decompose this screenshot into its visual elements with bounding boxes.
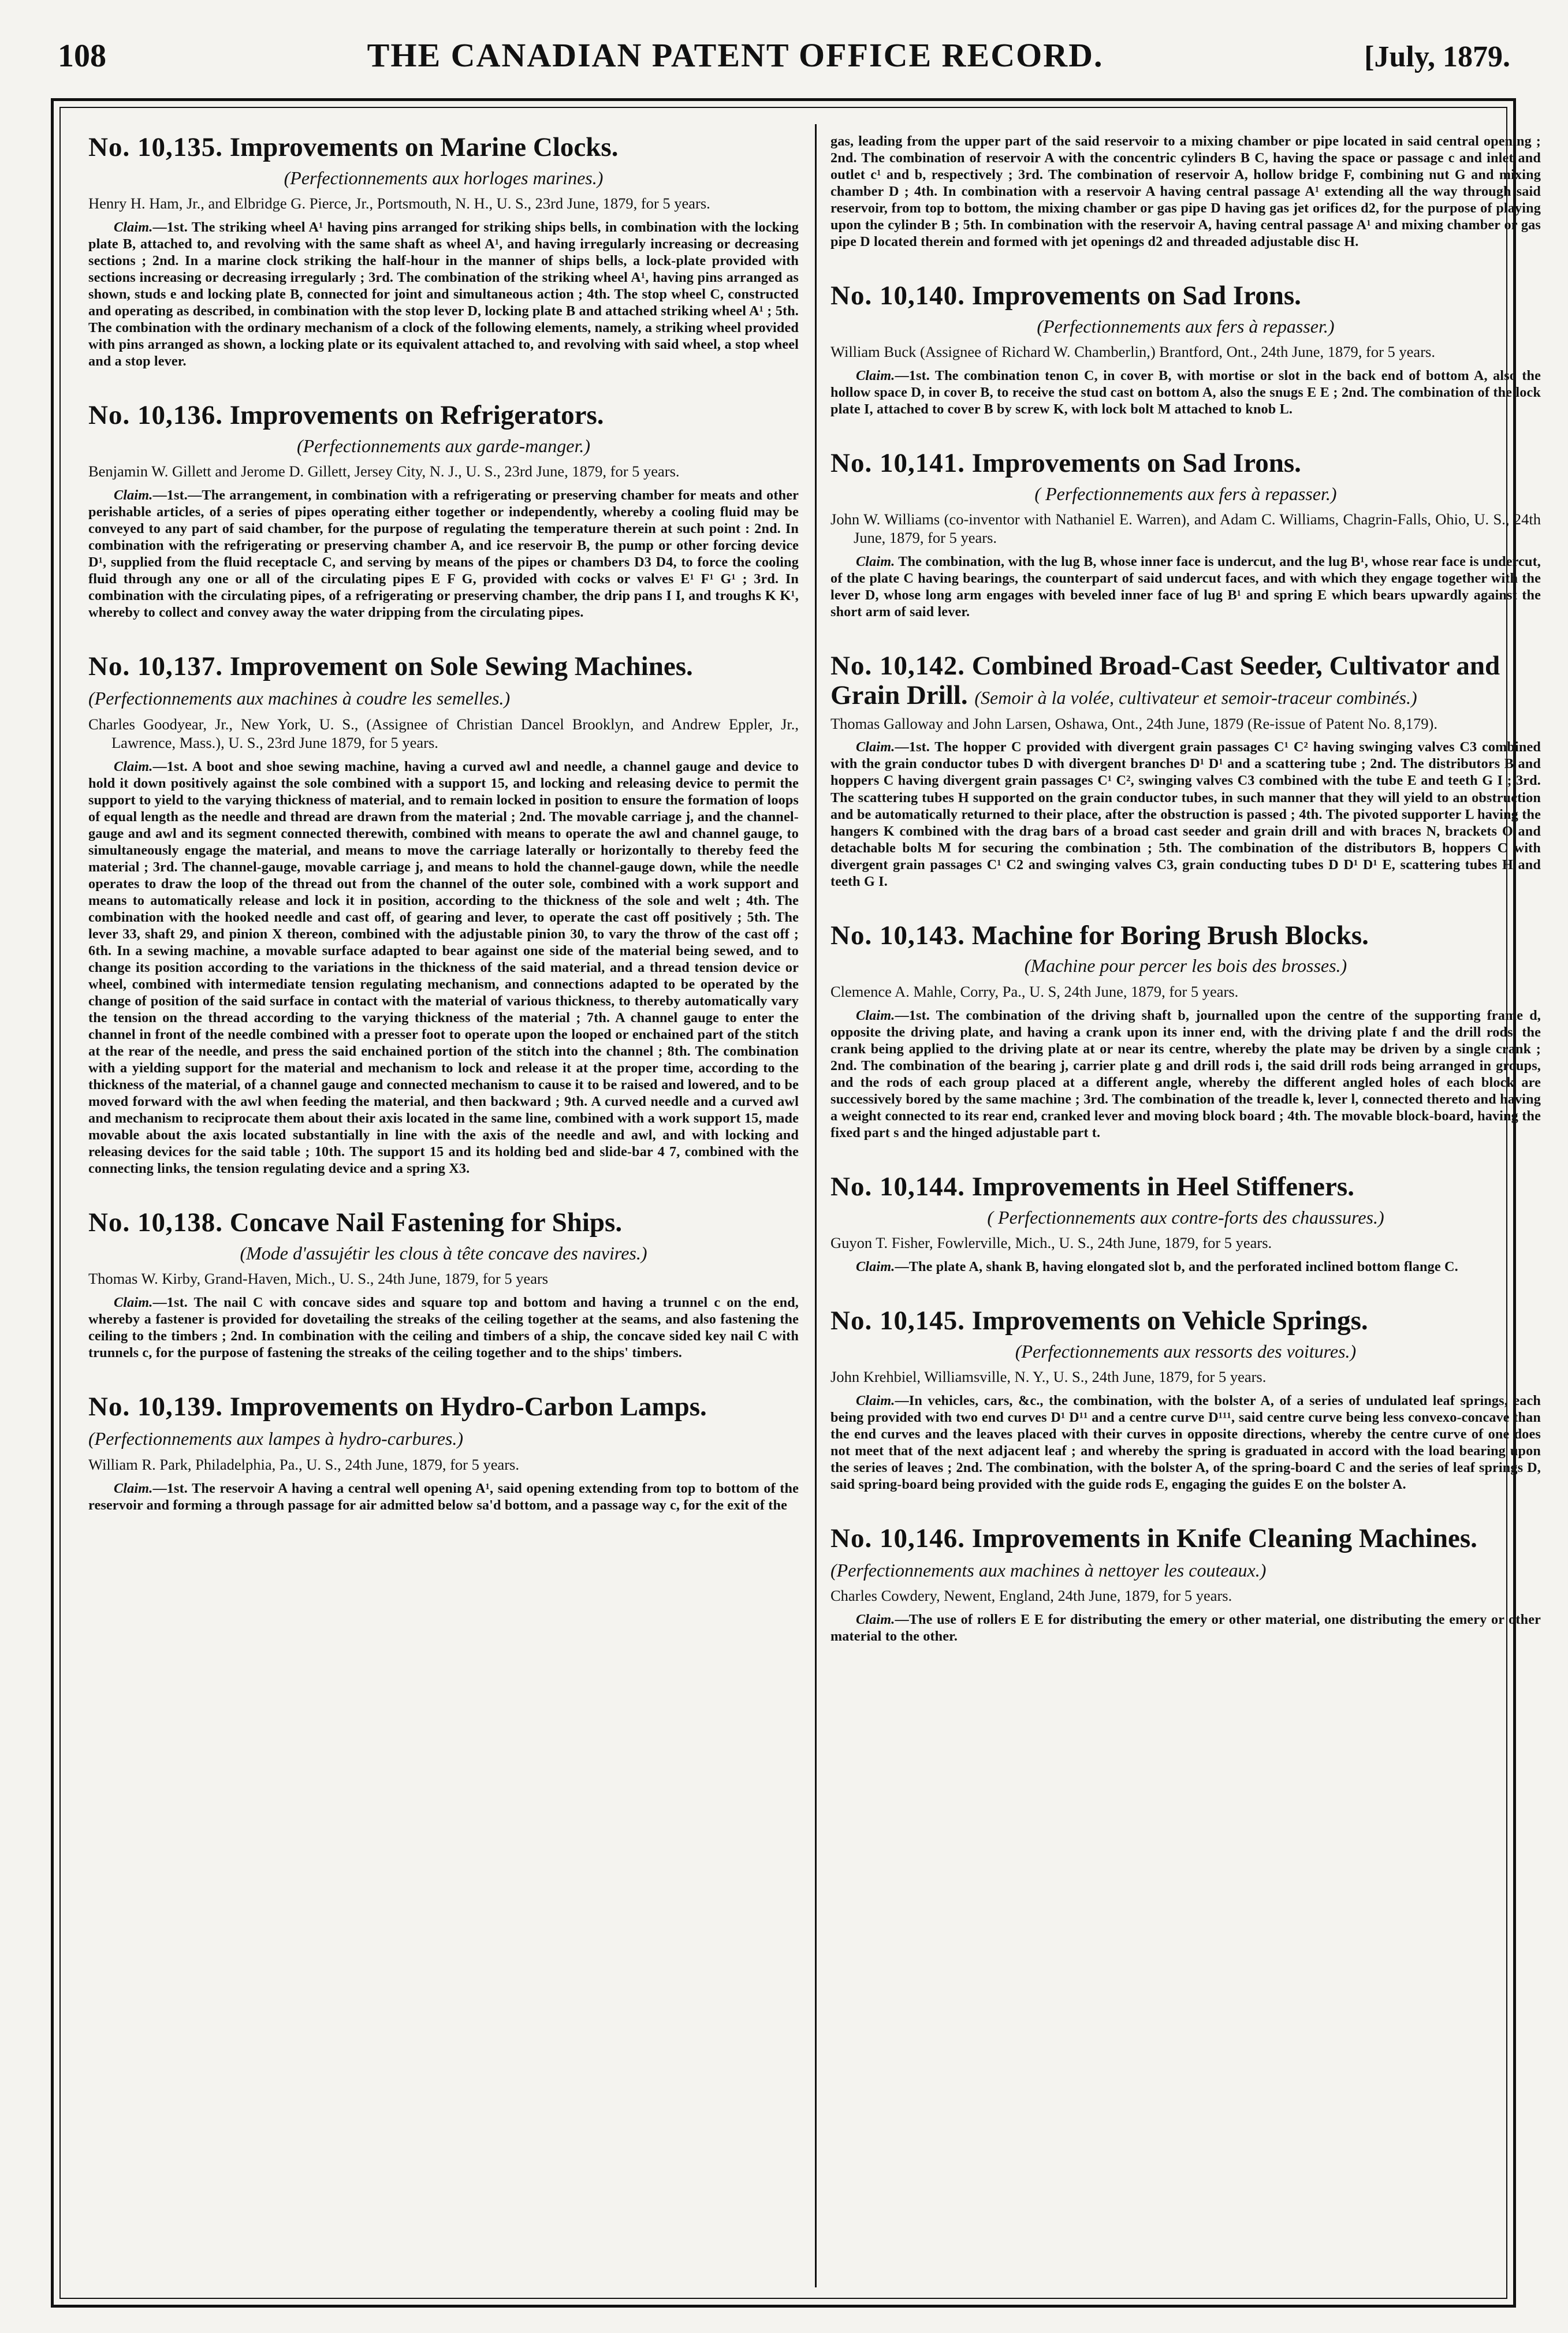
french-title: (Semoir à la volée, cultivateur et semoir-traceur combinés.) bbox=[974, 687, 1417, 708]
patent-title: Improvements on Refrigerators. bbox=[229, 400, 604, 431]
patent-number: No. 10,138. bbox=[88, 1208, 223, 1238]
patent-title: Improvements on Hydro-Carbon Lamps. bbox=[229, 1392, 707, 1422]
applicant: Charles Goodyear, Jr., New York, U. S., (Assignee of Christian Dancel Brooklyn, and Andrew Eppler, Jr., Lawrence, Mass.), U. S., 23rd June 1879, for 5 years. bbox=[88, 715, 799, 751]
french-title: (Perfectionnements aux fers à repasser.) bbox=[1037, 315, 1335, 337]
patent-entry bbox=[830, 449, 1541, 620]
patent-number: No. 10,135. bbox=[88, 132, 223, 162]
french-title: ( Perfectionnements aux fers à repasser.) bbox=[1034, 483, 1337, 504]
patent-number: No. 10,145. bbox=[830, 1305, 965, 1336]
french-title: (Perfectionnements aux horloges marines.) bbox=[284, 167, 604, 188]
claim-text bbox=[830, 367, 1541, 418]
patent-entry bbox=[88, 1208, 799, 1361]
claim-text bbox=[88, 487, 799, 621]
applicant: Thomas Galloway and John Larsen, Oshawa, Ont., 24th June, 1879 (Re-issue of Patent No. 8,179). bbox=[830, 714, 1437, 732]
claim-label: Claim. bbox=[856, 1007, 895, 1023]
applicant: John Krehbiel, Williamsville, N. Y., U. S., 24th June, 1879, for 5 years. bbox=[830, 1367, 1267, 1385]
claim-text bbox=[88, 1294, 799, 1361]
patent-title: Improvements in Knife Cleaning Machines. bbox=[971, 1523, 1477, 1553]
french-title: ( Perfectionnements aux contre-forts des chaussures.) bbox=[987, 1206, 1384, 1228]
patent-entry-continued bbox=[830, 133, 1541, 250]
patent-entry bbox=[830, 1172, 1541, 1275]
claim-body: —1st. The combination of the driving shaft b, journalled upon the centre of the supporting frame d, opposite the driving plate, and having a crank upon its inner end, with the driving plate f and the drill rods, the crank being applied to the driving plate at or near its centre, whereby the plate may be driven by a single crank ; 2nd. The combination of the bearing j, carrier plate g and drill rods i, the said drill rods being arranged in groups, and the rods of each group placed at a different angle, whereby the different angled holes of each block are successively bored by the same machine ; 3rd. The combination of the treadle k, lever l, connected thereto and having a weight connected to its rear end, cranked lever and moving block board ; 4th. The movable block-board, having the fixed part s and the hinged adjustable part t. bbox=[830, 1007, 1541, 1141]
applicant: John W. Williams (co-inventor with Nathaniel E. Warren), and Adam C. Williams, Chagrin-Falls, Ohio, U. S., 24th June, 1879, for 5 years. bbox=[830, 510, 1541, 547]
applicant: Thomas W. Kirby, Grand-Haven, Mich., U. S., 24th June, 1879, for 5 years bbox=[88, 1270, 549, 1288]
patent-entry bbox=[830, 1306, 1541, 1493]
patent-heading bbox=[830, 281, 1541, 311]
journal-title: THE CANADIAN PATENT OFFICE RECORD. bbox=[367, 36, 1104, 74]
claim-label: Claim. bbox=[114, 219, 153, 235]
patent-title: Improvements on Vehicle Springs. bbox=[971, 1305, 1368, 1336]
claim-text bbox=[88, 758, 799, 1177]
claim-label: Claim. bbox=[114, 487, 153, 504]
column-divider bbox=[815, 124, 817, 2287]
left-column bbox=[88, 133, 799, 2293]
claim-body: —1st. The nail C with concave sides and square top and bottom and having a trunnel c on the end, whereby a fastener is provided for dovetailing the streaks of the ceiling together at the seams, and also fastening the ceiling to the timbers ; 2nd. In combination with the ceiling and timbers of a ship, the concave sided key nail C with trunnels c, for the purpose of fastening the streaks of the ceiling together and to the ships' timbers. bbox=[88, 1295, 799, 1361]
patent-heading bbox=[830, 1306, 1541, 1336]
running-header bbox=[58, 36, 1510, 82]
claim-body: —1st. The reservoir A having a central well opening A¹, said opening extending from top to bottom of the reservoir and forming a through passage for air admitted below sa'd bottom, and a passage way c, for the exit of the bbox=[88, 1480, 799, 1513]
patent-entry bbox=[88, 1392, 799, 1513]
claim-body: —1st. The striking wheel A¹ having pins arranged for striking ships bells, in combination with the locking plate B, attached to, and revolving with the same shaft as wheel A¹, and having irregularly increasing or decreasing sections ; 2nd. In a marine clock striking the half-hour in the manner of ships bells, a lock-plate provided with sections increasing or decreasing irregularly ; 3rd. The combination of the striking wheel A¹, having pins arranged as shown, studs e and locking plate B, connected for joint and simultaneous action ; 4th. The stop wheel C, constructed and operating as described, in combination with the stop lever D, locking plate B and attached striking wheel A¹ ; 5th. The combination with the ordinary mechanism of a clock of the following elements, namely, a striking wheel provided with pins arranged as shown, a locking plate or its equivalent attached to, and revolving with said wheel, a stop wheel and a stop lever. bbox=[88, 219, 799, 370]
patent-title: Improvement on Sole Sewing Machines. bbox=[229, 651, 693, 682]
french-title: (Perfectionnements aux lampes à hydro-carbures.) bbox=[88, 1428, 464, 1449]
right-column bbox=[830, 133, 1541, 2293]
patent-number: No. 10,140. bbox=[830, 281, 965, 311]
applicant: Charles Cowdery, Newent, England, 24th June, 1879, for 5 years. bbox=[830, 1587, 1232, 1605]
claim-text bbox=[830, 1392, 1541, 1493]
patent-heading bbox=[88, 401, 799, 430]
french-title: (Mode d'assujétir les clous à tête concave des navires.) bbox=[240, 1243, 647, 1264]
claim-label: Claim. bbox=[856, 739, 895, 755]
claim-body: —1st. A boot and shoe sewing machine, having a curved awl and needle, a channel gauge and device to hold it down positively against the sole combined with a support 15, and locking and releasing device to permit the support to yield to the varying thickness of material, and to remain locked in position to ensure the formation of loops of equal length as the needle and thread are drawn from the material ; 2nd. The movable carriage j, and the channel-gauge and awl and its segment connected therewith, combined with means to operate the awl and channel gauge, to simultaneously engage the material, and means to move the carriage laterally or horizontally to thereby feed the material ; 3rd. The channel-gauge, movable carriage j, and means to hold the channel-gauge down, while the needle operates to draw the loop of the thread out from the channel of the outer sole, combined with a work support and means to automatically release and lock it in position, according to the thickness of the sole and welt ; 4th. The combination with the hooked needle and cast off, of gearing and lever, to operate the cast off positively ; 5th. The lever 33, shaft 29, and pinion X thereon, combined with the adjustable pinion 30, to vary the throw of the cast off ; 6th. In a sewing machine, a movable surface adapted to bear against one side of the material being sewed, and to change its position according to the variations in the thickness of the said material, and a thread tension device or wheel, combined with intermediate tension regulating mechanism, and connections adapted to be operated by the change of position of the said surface in contact with the material of various thickness, to thereby automatically vary the tension on the thread according to the varying thickness of the material ; 7th. A channel gauge to enter the channel in front of the needle combined with a presser foot to operate upon the looped or enchained part of the stitch at the rear of the needle, and press the said enchained portion of the stitch into the channel ; 8th. The combination with a yielding support for the material and mechanism to lock and release it at the proper time, according to the thickness of the material, of a channel gauge and connected mechanism to cause it to be raised and lowered, and to be moved forward with the awl when feeding the material, and then backward ; 9th. A curved needle and a curved awl and mechanism to reciprocate them about their axis located in the same line, combined with a work support 15, made movable about the axis located substantially in line with the axis of the needle and awl, and with locking and releasing devices for the said table ; 10th. The support 15 and its holding bed and slide-bar 4 7, combined with the connecting links, the tension regulating device and a spring X3. bbox=[88, 758, 799, 1177]
patent-number: No. 10,137. bbox=[88, 651, 223, 682]
claim-label: Claim. bbox=[856, 553, 895, 569]
patent-heading bbox=[88, 652, 799, 711]
patent-heading bbox=[88, 133, 799, 162]
patent-title: Improvements on Sad Irons. bbox=[971, 281, 1301, 311]
patent-entry bbox=[88, 652, 799, 1177]
claim-text bbox=[830, 1007, 1541, 1141]
patent-title: Machine for Boring Brush Blocks. bbox=[971, 920, 1369, 951]
patent-entry bbox=[830, 1524, 1541, 1645]
applicant: William R. Park, Philadelphia, Pa., U. S., 24th June, 1879, for 5 years. bbox=[88, 1455, 519, 1473]
patent-entry bbox=[88, 133, 799, 370]
claim-label: Claim. bbox=[114, 1480, 153, 1496]
patent-heading bbox=[88, 1208, 799, 1238]
patent-title: Improvements on Marine Clocks. bbox=[229, 132, 619, 162]
claim-text bbox=[830, 739, 1541, 889]
claim-continuation: gas, leading from the upper part of the said reservoir to a mixing chamber or pipe located in said central opening ; 2nd. The combination of reservoir A with the concentric cylinders B C, having the space or passage c and inlet and outlet c¹ and b, respectively ; 3rd. The combination of reservoir A, hollow bridge F, combining nut G and mixing chamber D ; 4th. In combination with a reservoir A having central passage A¹ extending all the way through said reservoir, from top to bottom, the mixing chamber or gas pipe D having gas jet orifices d2, for the purpose of playing upon the cylinder B ; 5th. In combination with the reservoir A, having central passage A¹ and mixing chamber or gas pipe D located therein and formed with jet openings d2 and threaded adjustable disc H. bbox=[830, 133, 1541, 250]
claim-text bbox=[830, 1611, 1541, 1645]
patent-entry bbox=[830, 651, 1541, 890]
patent-number: No. 10,141. bbox=[830, 448, 965, 479]
patent-number: No. 10,139. bbox=[88, 1392, 223, 1422]
page-number: 108 bbox=[58, 38, 106, 74]
page-frame bbox=[51, 98, 1541, 2308]
patent-heading bbox=[830, 1524, 1541, 1583]
claim-body: —The plate A, shank B, having elongated slot b, and the perforated inclined bottom flange C. bbox=[895, 1258, 1458, 1274]
patent-title: Improvements on Sad Irons. bbox=[971, 448, 1301, 479]
patent-number: No. 10,143. bbox=[830, 920, 965, 951]
french-title: (Perfectionnements aux machines à coudre les semelles.) bbox=[88, 688, 511, 709]
applicant: Henry H. Ham, Jr., and Elbridge G. Pierce, Jr., Portsmouth, N. H., U. S., 23rd June, 1879, for 5 years. bbox=[88, 195, 710, 213]
patent-number: No. 10,142. bbox=[830, 651, 965, 681]
claim-body: —1st. The hopper C provided with divergent grain passages C¹ C² having swinging valves C3 combined with the grain conductor tubes D with divergent branches D¹ D¹ and a scattering tube ; 2nd. The distributors B and hoppers C having divergent grain passages C¹ C², swinging valves C3 combined with the tube E and teeth G I ; 3rd. The scattering tubes H supported on the grain conductor tubes, in such manner that they will yield to an obstruction and be automatically returned to their place, after the obstruction is passed ; 4th. The pivoted supporter L having the hangers K combined with the drag bars of a broad cast seeder and grain drill and with braces N, brackets O and detachable bolts M for securing the combination ; 5th. The combination of the distributors B, hoppers C with divergent grain passages C¹ C2 and swinging valves C3, grain conducting tubes D D¹ D¹ E, scattering tubes H and teeth G I. bbox=[830, 739, 1541, 889]
claim-text bbox=[830, 553, 1541, 620]
applicant: Clemence A. Mahle, Corry, Pa., U. S, 24th June, 1879, for 5 years. bbox=[830, 982, 1239, 1000]
claim-text bbox=[88, 1480, 799, 1514]
claim-label: Claim. bbox=[114, 758, 153, 774]
claim-label: Claim. bbox=[856, 1392, 895, 1408]
applicant: Guyon T. Fisher, Fowlerville, Mich., U. S., 24th June, 1879, for 5 years. bbox=[830, 1234, 1272, 1252]
french-title: (Perfectionnements aux machines à nettoyer les couteaux.) bbox=[830, 1559, 1267, 1581]
patent-entry bbox=[88, 401, 799, 621]
claim-label: Claim. bbox=[856, 368, 895, 384]
french-title: (Perfectionnements aux garde-manger.) bbox=[297, 435, 590, 456]
claim-body: —In vehicles, cars, &c., the combination, with the bolster A, of a series of undulated leaf springs, each being provided with two end curves D¹ D¹¹ and a centre curve D¹¹¹, said centre curve being less convexo-concave than the end curves and the leaves placed with their curves in opposite directions, whereby the centre curve of one does not meet that of the next adjacent leaf ; and whereby the spring is graduated in accord with the load bearing upon the series of leaves ; 2nd. The combination, with the bolster A, of the spring-board C and the series of leaf springs D, said spring-board being provided with the guide rods E, engaging the guides E on the bolster A. bbox=[830, 1392, 1541, 1492]
patent-heading bbox=[830, 921, 1541, 951]
patent-number: No. 10,136. bbox=[88, 400, 223, 431]
patent-heading bbox=[830, 449, 1541, 478]
claim-label: Claim. bbox=[856, 1612, 895, 1628]
patent-heading bbox=[88, 1392, 799, 1451]
issue-date: [July, 1879. bbox=[1364, 40, 1510, 73]
patent-number: No. 10,146. bbox=[830, 1523, 965, 1553]
claim-body: The combination, with the lug B, whose inner face is undercut, and the lug B¹, whose rear face is undercut, of the plate C having bearings, the counterpart of said undercut faces, and with which they engage together with the lever D, whose long arm engages with beveled inner face of lug B¹ and spring E which bears upwardly against the short arm of said lever. bbox=[830, 553, 1541, 620]
claim-body: —The use of rollers E E for distributing the emery or other material, one distributing the emery or other material to the other. bbox=[830, 1612, 1541, 1645]
french-title: (Perfectionnements aux ressorts des voitures.) bbox=[1015, 1340, 1357, 1362]
patent-entry bbox=[830, 921, 1541, 1141]
patent-number: No. 10,144. bbox=[830, 1171, 965, 1202]
claim-label: Claim. bbox=[856, 1258, 895, 1274]
french-title: (Machine pour percer les bois des brosses.) bbox=[1024, 955, 1347, 977]
claim-label: Claim. bbox=[114, 1295, 153, 1311]
patent-heading bbox=[830, 651, 1541, 710]
claim-body: —1st. The combination tenon C, in cover B, with mortise or slot in the back end of bottom A, also the hollow space D, in cover B, to receive the stud cast on bottom A, also the snugs E E ; 2nd. The combination of the lock plate I, attached to cover B by screw K, with lock bolt M attached to knob L. bbox=[830, 368, 1541, 418]
claim-body: —1st.—The arrangement, in combination with a refrigerating or preserving chamber for meats and other perishable articles, of a series of pipes operating either together or independently, whereby a cooling fluid may be conveyed to any part of said chamber, for the purpose of regulating the temperature therein at such point : 2nd. In combination with the refrigerating or preserving chamber A, and ice reservoir B, the pump or other forcing device D¹, supplied from the fluid receptacle C, and serving by means of the pipes or chambers D3 D4, to force the cooling fluid through any one or all of the circulating pipes E F G, provided with cocks or valves E¹ F¹ G¹ ; 3rd. In combination with the circulating pipes, of a refrigerating or preserving chamber, the drip pans I I, and troughs K K¹, whereby to collect and convey away the water dripping from the circulating pipes. bbox=[88, 487, 799, 621]
applicant: Benjamin W. Gillett and Jerome D. Gillett, Jersey City, N. J., U. S., 23rd June, 1879, for 5 years. bbox=[88, 463, 680, 480]
claim-text bbox=[88, 219, 799, 370]
patent-entry bbox=[830, 281, 1541, 418]
applicant: William Buck (Assignee of Richard W. Chamberlin,) Brantford, Ont., 24th June, 1879, for 5 years. bbox=[830, 343, 1435, 361]
claim-text bbox=[830, 1258, 1541, 1275]
patent-title: Combined Broad-Cast Seeder, Cultivator and Grain Drill. bbox=[830, 651, 1500, 710]
patent-title: Concave Nail Fastening for Ships. bbox=[229, 1208, 623, 1238]
patent-title: Improvements in Heel Stiffeners. bbox=[971, 1171, 1354, 1202]
patent-heading bbox=[830, 1172, 1541, 1202]
